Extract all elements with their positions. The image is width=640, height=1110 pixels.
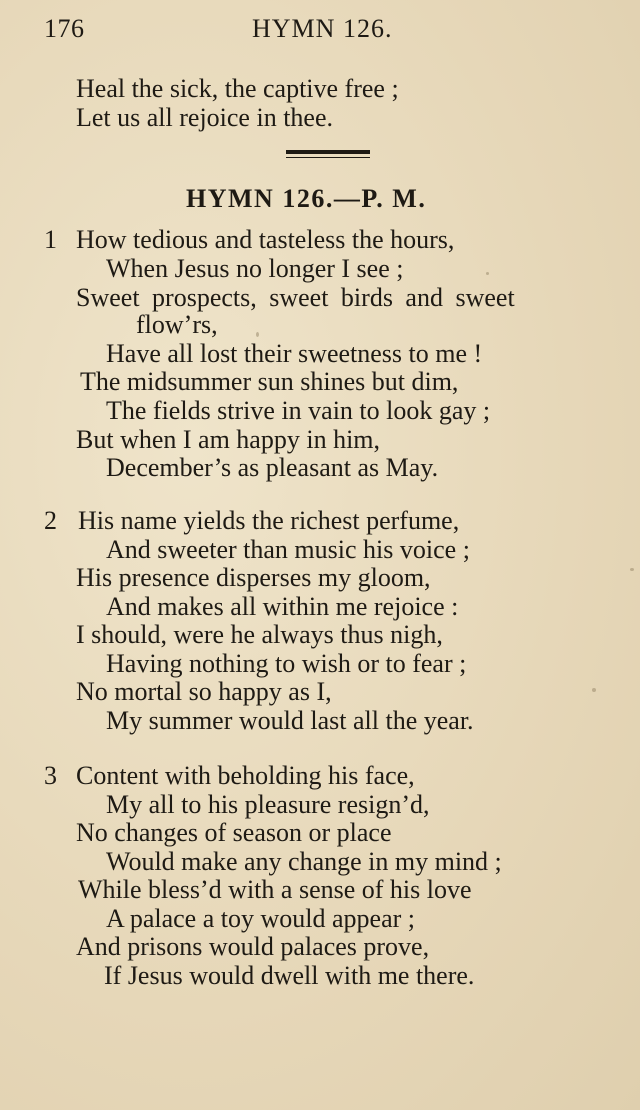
text-line: And makes all within me rejoice :: [106, 592, 459, 621]
hymn-title: HYMN 126.—P. M.: [186, 184, 427, 213]
text-line: But when I am happy in him,: [76, 425, 381, 454]
divider-thin-line: [286, 157, 370, 158]
text-line: The midsummer sun shines but dim,: [80, 367, 459, 396]
text-line: Content with beholding his face,: [76, 761, 415, 790]
text-line: And sweeter than music his voice ;: [106, 535, 470, 564]
paper-speck: [592, 688, 596, 692]
paper-speck: [486, 272, 489, 275]
text-line: A palace a toy would appear ;: [106, 904, 415, 933]
text-line: No changes of season or place: [76, 818, 392, 847]
divider-thick-line: [286, 150, 370, 154]
page-number: 176: [44, 14, 85, 43]
text-line: And prisons would palaces prove,: [76, 932, 430, 961]
text-line: If Jesus would dwell with me there.: [104, 961, 475, 990]
verse-number: 1: [44, 225, 57, 254]
text-line: His name yields the richest perfume,: [78, 506, 460, 535]
paper-speck: [256, 332, 259, 337]
verse-number: 2: [44, 506, 57, 535]
text-line: flow’rs,: [136, 310, 218, 339]
text-line: Would make any change in my mind ;: [106, 847, 502, 876]
text-line: No mortal so happy as I,: [76, 677, 332, 706]
text-line: His presence disperses my gloom,: [76, 563, 431, 592]
text-line: My all to his pleasure resign’d,: [106, 790, 430, 819]
text-line: Having nothing to wish or to fear ;: [106, 649, 467, 678]
text-line: When Jesus no longer I see ;: [106, 254, 404, 283]
text-line: Sweet prospects, sweet birds and sweet: [76, 283, 515, 312]
running-head: HYMN 126.: [252, 14, 393, 43]
text-line: December’s as pleasant as May.: [106, 453, 439, 482]
text-line: How tedious and tasteless the hours,: [76, 225, 455, 254]
text-line: While bless’d with a sense of his love: [78, 875, 472, 904]
text-line: The fields strive in vain to look gay ;: [106, 396, 491, 425]
section-divider: [286, 150, 370, 160]
paper-speck: [630, 568, 634, 571]
text-line: Let us all rejoice in thee.: [76, 103, 334, 132]
text-line: Heal the sick, the captive free ;: [76, 74, 399, 103]
text-line: Have all lost their sweetness to me !: [106, 339, 483, 368]
text-line: My summer would last all the year.: [106, 706, 474, 735]
text-line: I should, were he always thus nigh,: [76, 620, 443, 649]
verse-number: 3: [44, 761, 57, 790]
